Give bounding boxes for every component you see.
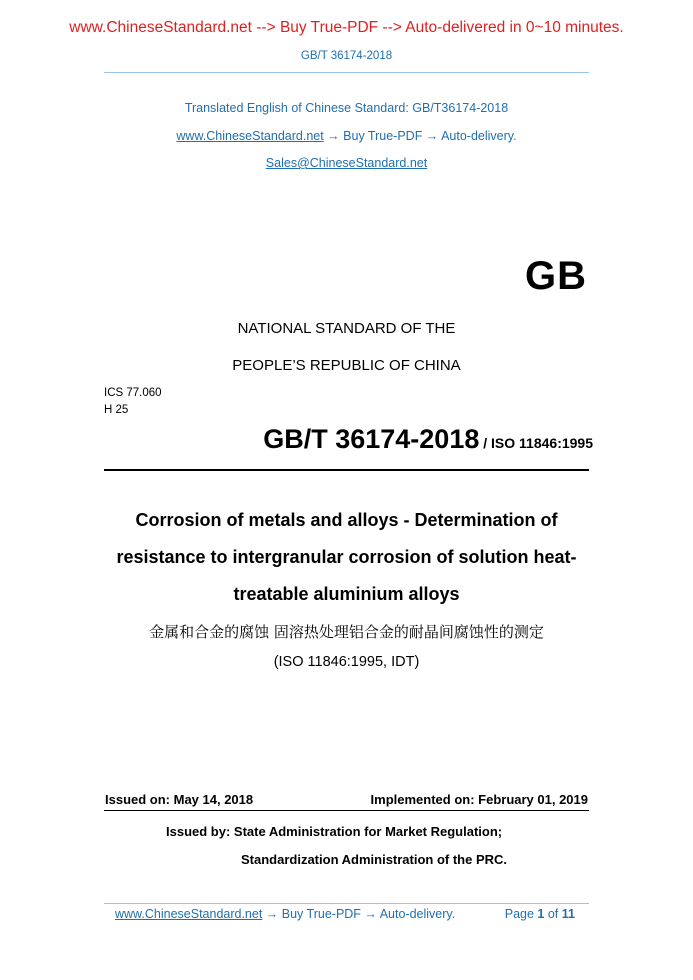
- classification-code: H 25: [104, 404, 129, 416]
- email-line: [0, 156, 693, 170]
- header-standard-code: GB/T 36174-2018: [300, 50, 393, 62]
- footer-divider: [104, 903, 589, 904]
- iso-idt: (ISO 11846:1995, IDT): [273, 654, 420, 670]
- title-chinese: 金属和合金的腐蚀 固溶热处理铝合金的耐晶间腐蚀性的测定: [149, 623, 544, 641]
- promo-banner[interactable]: www.ChineseStandard.net --> Buy True-PDF --> Auto-delivered in 0~10 minutes.: [69, 19, 624, 36]
- page-of: of: [547, 907, 559, 921]
- footer-site-link[interactable]: www.ChineseStandard.net: [115, 907, 263, 921]
- dates-divider: [104, 810, 589, 811]
- buy-text: → Buy True-PDF → Auto-delivery.: [323, 129, 517, 143]
- issued-on: Issued on: May 14, 2018: [105, 792, 254, 807]
- footer-buy-line: [115, 907, 455, 921]
- issued-by-line2: Standardization Administration of the PRC.: [241, 852, 508, 867]
- national-standard-line1: NATIONAL STANDARD OF THE: [237, 320, 456, 337]
- standard-number-text: GB/T 36174-2018: [263, 424, 480, 454]
- translated-note: Translated English of Chinese Standard: GB/T36174-2018: [184, 101, 509, 115]
- issued-by-line1: Issued by: State Administration for Market Regulation;: [166, 824, 503, 839]
- site-link[interactable]: www.ChineseStandard.net: [176, 129, 324, 143]
- page-current: 1: [537, 907, 545, 921]
- page-total: 11: [561, 907, 575, 921]
- implemented-on: Implemented on: February 01, 2019: [370, 792, 588, 807]
- standard-number: [263, 424, 593, 455]
- page-indicator: [505, 907, 575, 921]
- footer-buy-text: → Buy True-PDF → Auto-delivery.: [262, 907, 456, 921]
- buy-line: [0, 129, 693, 143]
- ics-code: ICS 77.060: [104, 387, 162, 399]
- page-label: Page: [504, 907, 534, 921]
- title-line-2: resistance to intergranular corrosion of solution heat-: [116, 547, 577, 567]
- title-divider: [104, 469, 589, 471]
- header-divider: [104, 72, 589, 73]
- title-line-1: Corrosion of metals and alloys - Determination of: [135, 510, 558, 530]
- national-standard-line2: PEOPLE’S REPUBLIC OF CHINA: [232, 357, 461, 374]
- email-link[interactable]: Sales@ChineseStandard.net: [265, 156, 428, 170]
- gb-logo: GB: [525, 254, 587, 298]
- iso-reference: / ISO 11846:1995: [479, 435, 593, 451]
- title-line-3: treatable aluminium alloys: [233, 584, 460, 604]
